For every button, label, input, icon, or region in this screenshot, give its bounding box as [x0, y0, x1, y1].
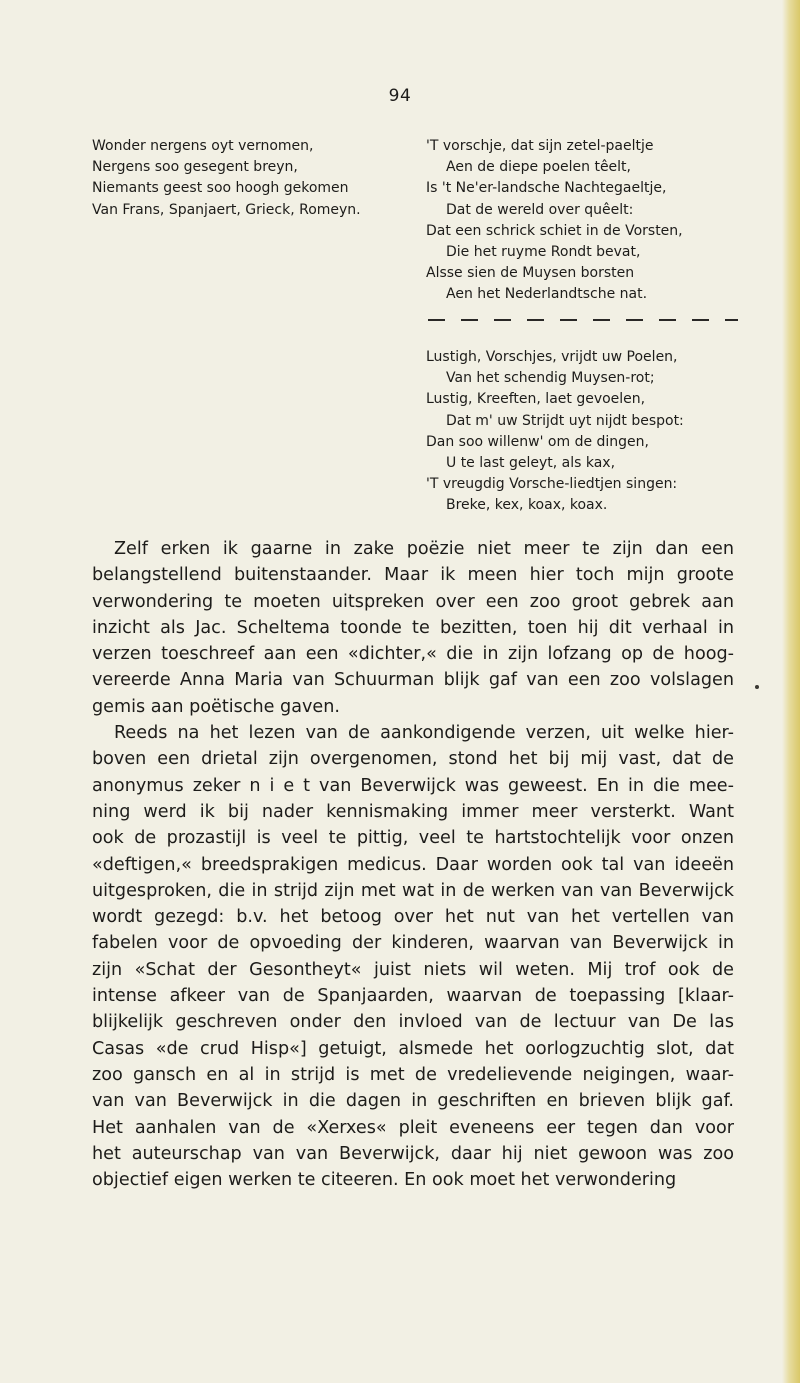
verse-line: Dat de wereld over quêelt:	[446, 201, 634, 218]
prose-line: Reeds na het lezen van de aankondigende verzen, uit welke hier-	[114, 723, 734, 744]
verse-line: Aen het Nederlandtsche nat.	[446, 286, 648, 303]
prose-line: verwondering te moeten uitspreken over een zoo groot gebrek aan	[92, 591, 734, 612]
verse-line: 'T vreugdig Vorsche-liedtjen singen:	[426, 476, 678, 493]
verse-line: 'T vorschje, dat sijn zetel-paeltje	[426, 138, 654, 154]
prose-line: belangstellend buitenstaander. Maar ik meen hier toch mijn groote	[92, 565, 734, 586]
prose-line: boven een drietal zijn overgenomen, stond het bij mij vast, dat de	[92, 749, 734, 770]
prose-line: ook de prozastijl is veel te pittig, veel te hartstochtelijk voor onzen	[92, 828, 734, 849]
verse-line: Dat een schrick schiet in de Vorsten,	[426, 222, 683, 239]
prose-line: zoo gansch en al in strijd is met de vredelievende neigingen, waar-	[92, 1064, 734, 1085]
prose-line: verzen toeschreef aan een «dichter,« die in zijn lofzang op de hoog-	[92, 644, 734, 665]
prose-line: objectief eigen werken te citeeren. En ook moet het verwondering	[92, 1170, 677, 1191]
verse-left	[92, 136, 361, 221]
page-number: 94	[388, 86, 412, 106]
prose-line: Het aanhalen van de «Xerxes« pleit eveneens eer tegen dan voor	[92, 1117, 734, 1138]
prose-line: intense afkeer van de Spanjaarden, waarvan de toepassing [klaar-	[92, 986, 734, 1007]
margin-mark	[755, 685, 759, 689]
prose-line: uitgesproken, die in strijd zijn met wat in de werken van van Beverwijck	[92, 880, 734, 901]
prose-line: «deftigen,« breedsprakigen medicus. Daar worden ook tal van ideeën	[92, 854, 734, 875]
verse-line: Alsse sien de Muysen borsten	[426, 265, 635, 282]
prose-line: het auteurschap van van Beverwijck, daar hij niet gewoon was zoo	[92, 1143, 734, 1164]
verse-line: Lustig, Kreeften, laet gevoelen,	[426, 391, 646, 408]
verse-line: Breke, kex, koax, koax.	[446, 497, 608, 514]
verse-line: Dan soo willenw' om de dingen,	[426, 433, 649, 450]
prose-line: blijkelijk geschreven onder den invloed van de lectuur van De las	[92, 1012, 734, 1033]
prose-line: wordt gezegd: b.v. het betoog over het nut van het vertellen van	[92, 907, 734, 928]
prose-line: Zelf erken ik gaarne in zake poëzie niet meer te zijn dan een	[114, 539, 734, 559]
prose-line: ning werd ik bij nader kennismaking immer meer versterkt. Want	[92, 801, 734, 822]
prose-body	[92, 536, 734, 1193]
verse-line: Nergens soo gesegent breyn,	[92, 159, 298, 176]
verse-line: Is 't Ne'er-landsche Nachtegaeltje,	[426, 180, 667, 197]
prose-line: zijn «Schat der Gesontheyt« juist niets wil weten. Mij trof ook de	[92, 959, 734, 980]
page-edge	[782, 0, 800, 1383]
prose-line: inzicht als Jac. Scheltema toonde te bezitten, toen hij dit verhaal in	[92, 617, 734, 638]
verse-right-stanza-1	[426, 136, 683, 306]
prose-line: gemis aan poëtische gaven.	[92, 696, 340, 717]
verse-line: Die het ruyme Rondt bevat,	[446, 244, 641, 261]
prose-line: van van Beverwijck in die dagen in geschriften en brieven blijk gaf.	[92, 1091, 734, 1112]
verse-line: Lustigh, Vorschjes, vrijdt uw Poelen,	[426, 349, 678, 365]
stanza-separator	[428, 319, 738, 321]
verse-right-stanza-2	[426, 347, 684, 517]
prose-line: vereerde Anna Maria van Schuurman blijk gaf van een zoo volslagen	[92, 670, 734, 691]
prose-line: Casas «de crud Hisp«] getuigt, alsmede het oorlogzuchtig slot, dat	[92, 1038, 734, 1059]
verse-line: Aen de diepe poelen têelt,	[446, 159, 631, 176]
prose-line: fabelen voor de opvoeding der kinderen, waarvan van Beverwijck in	[92, 933, 734, 954]
verse-line: U te last geleyt, als kax,	[446, 455, 616, 472]
verse-line: Wonder nergens oyt vernomen,	[92, 138, 314, 154]
prose-line: anonymus zeker n i e t van Beverwijck was geweest. En in die mee-	[92, 775, 734, 796]
verse-line: Van het schendig Muysen-rot;	[446, 370, 655, 387]
verse-line: Dat m' uw Strijdt uyt nijdt bespot:	[446, 412, 684, 429]
verse-line: Van Frans, Spanjaert, Grieck, Romeyn.	[92, 201, 361, 218]
verse-line: Niemants geest soo hoogh gekomen	[92, 180, 349, 197]
